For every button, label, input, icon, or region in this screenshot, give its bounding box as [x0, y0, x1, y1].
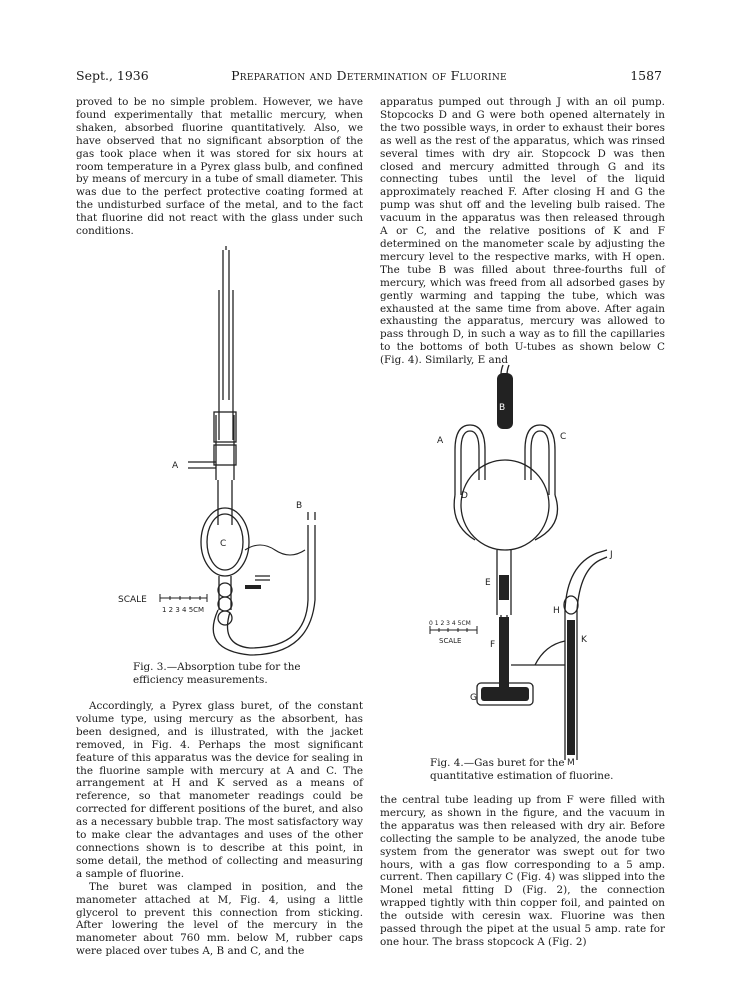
paragraph: The buret was clamped in position, and the manometer attached at M, Fig. 4, using a little glycerol to prevent this connection from sticking. After lowering the level of the mercury in the manometer about 760 mm. below M, rubber caps were placed over tubes A, B and C, and the — [76, 880, 363, 958]
fig4-scale-ticks: 0 1 2 3 4 5CM — [429, 620, 471, 627]
fig3-scale-bar — [160, 594, 207, 602]
fig4-label-f: F — [490, 640, 496, 650]
figure-3-absorption-tube — [110, 250, 340, 660]
figure-3-caption: Fig. 3.—Absorption tube for the efficiency measurements. — [133, 661, 301, 686]
fig4-label-a: A — [437, 436, 444, 446]
fig4-label-k: K — [581, 635, 587, 645]
header-title: Preparation and Determination of Fluorine — [231, 68, 507, 83]
fig4-label-b: B — [499, 403, 506, 413]
left-column-bottom — [76, 700, 363, 958]
figure-4-gas-buret — [415, 365, 630, 768]
left-column-top — [76, 96, 363, 238]
fig3-scale-ticks: 1 2 3 4 5CM — [162, 606, 205, 614]
figure-4-caption: Fig. 4.—Gas buret for the quantitative estimation of fluorine. — [430, 757, 614, 782]
fig3-scale-label: SCALE — [118, 595, 147, 605]
fig4-label-h: H — [553, 606, 560, 616]
fig4-label-d: D — [461, 491, 468, 501]
fig4-scale-label: SCALE — [439, 637, 462, 645]
paragraph: the central tube leading up from F were filled with mercury, as shown in the figure, and the vacuum in the apparatus was then released with dry air. Before collecting the sample to be analyzed, the anode tube system from the generator was swept out for two hours, with a gas flow corresponding to a 5 amp. current. Then capillary C (Fig. 4) was slipped into the Monel metal fitting D (Fig. 2), the connection wrapped tightly with thin copper foil, and painted on the outside with ceresin wax. Fluorine was then passed through the pipet at the usual 5 amp. rate for one hour. The brass stopcock A (Fig. 2) — [380, 794, 665, 948]
paragraph: apparatus pumped out through J with an oil pump. Stopcocks D and G were both opened alternately in the two possible ways, in order to exhaust their bores as well as the rest of the apparatus, which was rinsed several times with dry air. Stopcock D was then closed and mercury admitted through G and its connecting tubes until the level of the liquid approximately reached F. After closing H and G the pump was shut off and the leveling bulb raised. The vacuum in the apparatus was then released through A or C, and the relative positions of K and F determined on the manometer scale by adjusting the mercury level to the respective marks, with H open. The tube B was filled about three-fourths full of mercury, which was freed from all adsorbed gases by gently warming and tapping the tube, which was exhausted at the same time from above. After again exhausting the apparatus, mercury was allowed to pass through D, in such a way as to fill the capillaries to the bottoms of both U-tubes as shown below C (Fig. 4). Similarly, E and — [380, 96, 665, 367]
fig4-label-m: M — [567, 758, 575, 768]
header-date: Sept., 1936 — [76, 68, 149, 83]
paragraph: Accordingly, a Pyrex glass buret, of the constant volume type, using mercury as the absorbent, has been designed, and is illustrated, with the jacket removed, in Fig. 4. Perhaps the most significant feature of this apparatus was the device for sealing in the fluorine sample with mercury at A and C. The arrangement at H and K served as a means of reference, so that manometer readings could be corrected for different positions of the buret, and also as a necessary bubble trap. The most satisfactory way to make clear the advantages and uses of the other connections shown is to describe at this point, in some detail, the method of collecting and measuring a sample of fluorine. — [76, 700, 363, 880]
fig3-label-b: B — [296, 501, 303, 511]
running-header — [76, 68, 662, 86]
paragraph: proved to be no simple problem. However, we have found experimentally that metallic mercury, when shaken, absorbed fluorine quantitatively. Also, we have observed that no significant absorption of the gas took place when it was stored for six hours at room temperature in a Pyrex glass bulb, and confined by means of mercury in a tube of small diameter. This was due to the perfect protective coating formed at the undisturbed surface of the metal, and to the fact that fluorine did not react with the glass under such conditions. — [76, 96, 363, 238]
page-number: 1587 — [630, 68, 662, 83]
fig4-label-e: E — [485, 578, 491, 588]
fig4-scale-bar — [430, 626, 477, 634]
right-column-top — [380, 96, 665, 367]
fig4-label-c: C — [560, 432, 567, 442]
right-column-bottom — [380, 794, 665, 949]
fig3-label-a: A — [172, 461, 179, 471]
fig3-label-c: C — [220, 539, 227, 549]
fig4-label-j: J — [610, 550, 613, 560]
fig4-label-g: G — [470, 693, 477, 703]
